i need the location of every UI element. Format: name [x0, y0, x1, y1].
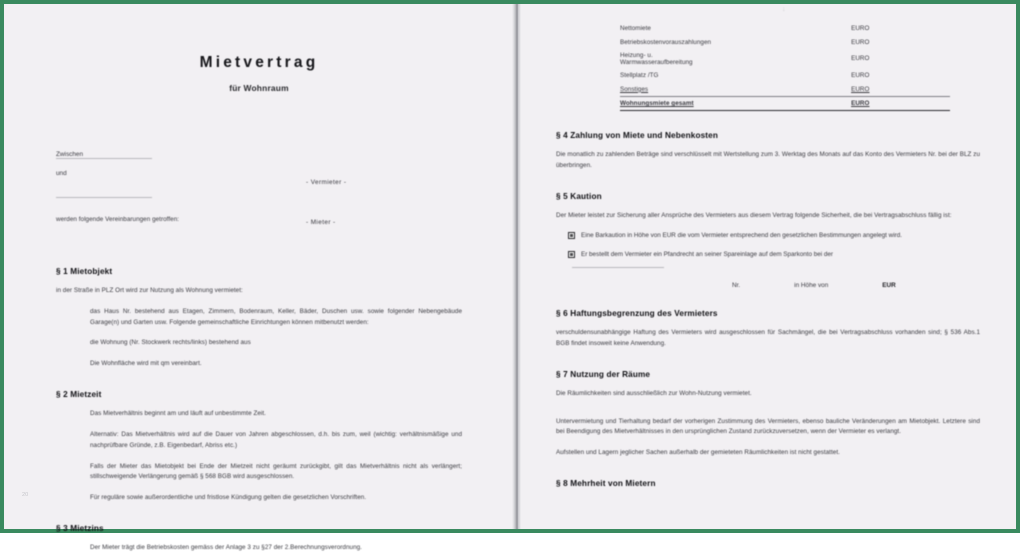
and-label: und — [56, 170, 67, 177]
section-zahlung — [556, 131, 980, 172]
table-row-total — [620, 96, 950, 110]
page-number: 20 — [22, 492, 29, 498]
cost-label: Nettomiete — [620, 25, 651, 33]
tenant-role-label: - Mieter - — [306, 219, 336, 226]
section-paragraph: Falls der Mieter das Mietobjekt bei Ende der Mietzeit nicht geräumt zurückgibt, gilt das Mietverhältnis nicht als verlängert; stillschweigende Verlängerung gemäß § 568 BGB wird ausgeschlossen. — [90, 462, 462, 481]
cost-label: Heizung- u. Warmwasseraufbereitung — [620, 51, 693, 66]
table-row — [620, 83, 950, 97]
cost-amount: EURO — [851, 85, 870, 93]
cost-total-amount: EURO — [851, 100, 870, 108]
table-row — [620, 22, 950, 35]
kaution-option-pfandrecht[interactable] — [556, 250, 980, 261]
page-subtitle: für Wohnraum — [229, 83, 289, 93]
section-paragraph: Der Mieter leistet zur Sicherung aller Ansprüche des Vermieters aus diesem Vertrag folgende Sicherheit, die bei Vertragsabschluss fällig ist: — [556, 211, 952, 219]
cost-label: Sonstiges — [620, 85, 649, 93]
cost-label: Betriebskostenvorauszahlungen — [620, 38, 712, 46]
section-paragraph: Aufstellen und Lagern jeglicher Sachen außerhalb der gemieteten Räumlichkeiten ist nicht gestattet. — [556, 449, 840, 457]
section-heading: § 3 Mietzins — [56, 524, 104, 534]
section-paragraph: Die monatlich zu zahlenden Beträge sind verschlüsselt mit Wertstellung zum 3. Werktag des Monats auf das Konto des Vermieters Nr. bei der BLZ zu überbringen. — [556, 151, 980, 170]
section-paragraph: in der Straße in PLZ Ort wird zur Nutzung als Wohnung vermietet: — [56, 287, 243, 294]
section-mietzins — [56, 524, 462, 554]
table-row — [620, 69, 950, 82]
document-page-left[interactable] — [4, 4, 510, 552]
section-mehrheit-von-mietern — [556, 479, 980, 488]
section-heading: § 4 Zahlung von Miete und Nebenkosten — [556, 131, 719, 141]
section-nutzung — [556, 370, 980, 459]
landlord-role-label: - Vermieter - — [306, 179, 347, 186]
section-paragraph: die Wohnung (Nr. Stockwerk rechts/links) bestehend aus — [90, 339, 251, 347]
section-paragraph: Für reguläre sowie außerordentliche und fristlose Kündigung gelten die gesetzlichen Vorschriften. — [90, 494, 367, 502]
cost-label: Stellplatz /TG — [620, 72, 659, 80]
section-haftungsbegrenzung — [556, 309, 980, 350]
page-title: Mietvertrag — [199, 54, 319, 71]
cost-amount: EURO — [851, 25, 870, 33]
section-mietobjekt — [56, 267, 462, 370]
section-heading: § 1 Mietobjekt — [56, 267, 113, 276]
option-label: Eine Barkaution in Höhe von EUR die vom Vermieter entsprechend den gesetzlichen Bestimmungen angelegt wird. — [581, 231, 902, 239]
section-heading: § 2 Mietzeit — [56, 390, 102, 400]
parties-block — [56, 151, 462, 247]
agreement-intro-line: werden folgende Vereinbarungen getroffen: — [56, 216, 180, 223]
section-paragraph: Untervermietung und Tierhaltung bedarf der vorherigen Zustimmung des Vermieters, ebenso bauliche Veränderungen am Mietobjekt. Letztere sind bei Beendigung des Mietverhältnisses in den ursprünglichen Zustand zurückzuversetzen, wenn der Vermieter es verlangt. — [556, 417, 980, 436]
kaution-currency-label: EUR — [882, 282, 896, 290]
checkbox-icon[interactable] — [568, 251, 575, 258]
checkbox-icon[interactable] — [568, 232, 575, 239]
tenant-signature-line — [56, 197, 152, 198]
kaution-option-barkaution[interactable] — [556, 231, 980, 242]
section-paragraph: verschuldensunabhängige Haftung des Vermieters wird ausgeschlossen für Sachmängel, die bei Vertragsabschluss vorhanden sind; § 536 Abs.1 BGB findet insoweit keine Anwendung. — [556, 329, 980, 347]
section-paragraph: Alternativ: Das Mietverhältnis wird auf die Dauer von Jahren abgeschlossen, d.h. bis zum, weil (wichtig: verhältnismäßige und nachprüfbare Gründe, z.B. Eigenbedarf, Abriss etc.) — [90, 430, 462, 449]
cost-table — [620, 22, 950, 111]
kaution-tail — [732, 282, 980, 289]
kaution-nr-label: Nr. — [732, 282, 741, 290]
kaution-amount-label: in Höhe von — [794, 282, 829, 290]
section-paragraph: Das Mietverhältnis beginnt am und läuft auf unbestimmte Zeit. — [90, 410, 266, 418]
scan-speck: ↓ — [782, 6, 786, 13]
section-paragraph: Die Wohnfläche wird mit qm vereinbart. — [90, 360, 202, 368]
between-label: Zwischen — [56, 151, 83, 158]
section-mietzeit — [56, 390, 462, 504]
table-row — [620, 49, 950, 69]
option-label: Er bestellt dem Vermieter ein Pfandrecht an seiner Spareinlage auf dem Sparkonto bei der — [581, 251, 834, 259]
section-paragraph: das Haus Nr. bestehend aus Etagen, Zimmern, Bodenraum, Keller, Bäder, Duschen usw. sowie folgender Nebengebäude Garage(n) und Garten usw. Folgende gemeinschaftliche Einrichtungen können mitbenutzt werden: — [90, 307, 462, 326]
cost-amount: EURO — [851, 38, 870, 46]
page-spine-line — [516, 4, 518, 529]
section-heading: § 5 Kaution — [556, 191, 602, 201]
document-page-right[interactable] — [510, 4, 1016, 529]
section-kaution — [556, 192, 980, 289]
cost-total-label: Wohnungsmiete gesamt — [620, 100, 694, 108]
table-row — [620, 35, 950, 48]
section-heading: § 7 Nutzung der Räume — [556, 369, 651, 379]
section-paragraph: Die Räumlichkeiten sind ausschließlich zur Wohn-Nutzung vermietet. — [556, 389, 752, 397]
section-heading: § 6 Haftungsbegrenzung des Vermieters — [556, 309, 718, 319]
section-paragraph: Der Mieter trägt die Betriebskosten gemäss der Anlage 3 zu §27 der 2.Berechnungsverordnung. — [90, 544, 362, 552]
section-heading: § 8 Mehrheit von Mietern — [556, 479, 656, 489]
page-spread — [4, 4, 1016, 552]
cost-amount: EURO — [851, 55, 870, 63]
kaution-bank-line — [572, 267, 664, 268]
cost-amount: EURO — [851, 72, 870, 80]
landlord-signature-line — [56, 158, 152, 159]
